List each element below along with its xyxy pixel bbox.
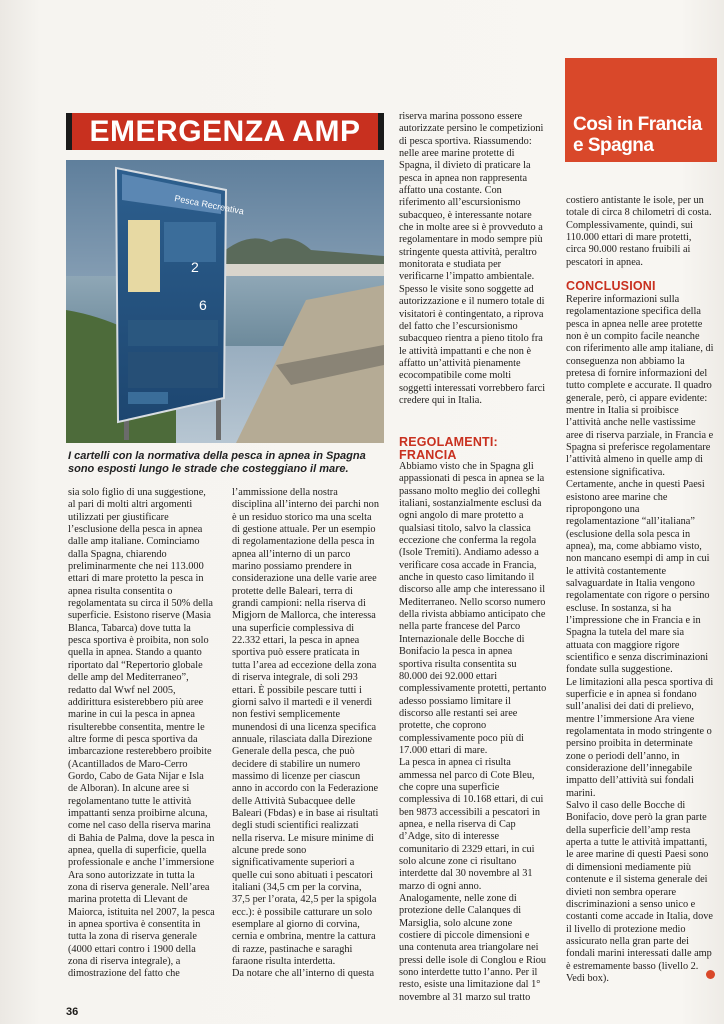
column-3-bottom-text: Abbiamo visto che in Spagna gli appassionati di pesca in apnea se la passano molto meglio dei colleghi italiani, sostanzialmente esclusi da ogni angolo di mare protetto a qualsiasi titolo, salvo la classica eccezione che conferma la regola (Isole Tremiti). Andiamo adesso a verificare cosa accade in Francia, anche in questo caso limitando il discorso alle amp che interessano il Mediterraneo. Nello scorso numero della rivista abbiamo anticipato che nella parte francese del Parco Internazionale delle Bocche di Bonifacio la pesca in apnea sportiva risulta consentita su 80.000 dei 92.000 ettari complessivamente protetti, pertanto adesso possiamo limitare il discorso alle restanti sei aree protette, che coprono complessivamente poco più di 17.000 ettari di mare. La pesca in apnea ci risulta ammessa nel parco di Cote Bleu, che copre una superficie complessiva di 10.168 ettari, di cui ben 9873 accessibili a pescatori in apnea, e nella riserva di Cap d’Adge, sito di interesse comunitario di 2329 ettari, in cui solo alcune zone ci risultano interdette dal 30 novembre al 31 marzo di ogni anno. Analogamente, nelle zone di protezione delle Calanques di Marsiglia, solo alcune zone costiere di piccole dimensioni e una contenuta area triangolare nei pressi delle isole di Conglou e Riou sono interdette tutto l’anno. Per il resto, esiste una limitazione dal 1° novembre al 31 marzo sul tratto: [399, 461, 547, 1003]
sign-header: Pesca Recreativa: [173, 193, 245, 217]
article-banner: [66, 113, 384, 150]
sign-table: [128, 220, 160, 292]
section-heading-conclusioni: CONCLUSIONI: [566, 279, 656, 293]
photo-illustration: [66, 160, 384, 443]
section-heading-francia: REGOLAMENTI: FRANCIA: [399, 435, 498, 462]
column-1-text: sia solo figlio di una suggestione, al pari di molti altri argomenti utilizzati per giustificare l’esclusione della pesca in apnea dalle amp italiane. Cominciamo dalla Spagna, chiarendo preliminarmente che nei 113.000 ettari di mare protetto la pesca in apnea risulta consentita o regolamentata su circa il 50% della superficie. Esistono riserve (Masia Blanca, Tabarca) dove tutta la pesca sportiva è proibita, non solo quella in apnea. Stando a quanto riportato dal “Repertorio globale delle amp del Mediterraneo”, redatto dal Wwf nel 2005, addirittura esisterebbero più aree marine in cui la pesca in apnea risulterebbe consentita, mentre le altre forme di pesca sportiva da imbarcazione resterebbero proibite (Acantillados de Maro-Cerro Gordo, Cabo de Gata Nijar e Isla de Alboran). In alcune aree si regolamentano tutte le attività impattanti senza proibirne alcuna, come nel caso della riserva marina di Bahia de Palma, dove la pesca in apnea, quella di superficie, quella professionale e anche l’immersione Ara sono autorizzate in tutta la zona di riserva generale. Nell’area marina protetta di Llevant de Maiorca, istituita nel 2007, la pesca in apnea sportiva è consentita in tutta la zona di riserva generale (4000 ettari contro i 1900 della zona di riserva integrale), a dimostrazione del fatto che: [68, 487, 215, 980]
photo-caption: I cartelli con la normativa della pesca in apnea in Spagna sono esposti lungo le strade che costeggiano il mare.: [68, 450, 366, 475]
section-tab-label: Così in Francia e Spagna: [573, 114, 702, 156]
sign-number-2: 2: [191, 259, 199, 275]
article-banner-title: EMERGENZA AMP: [89, 114, 361, 148]
village: [216, 264, 384, 276]
column-2-text: l’ammissione della nostra disciplina all’interno dei parchi non è un residuo storico ma una scelta di gestione attuale. Per un esempio di regolamentazione della pesca in apnea all’interno di un parco marino possiamo prendere in considerazione una delle varie aree protette delle Baleari, terra di grandi campioni: nella riserva di Migjorn de Mallorca, che interessa una superficie complessiva di 22.332 ettari, la pesca in apnea sportiva può essere praticata in tutta l’area ad eccezione della zona di riserva integrale, di soli 293 ettari. È possibile pescare tutti i giorni salvo il martedì e il venerdì non festivi semplicemente munendosi di una licenza specifica annuale, rilasciata dalla Direzione Generale della pesca, che può decidere di stabilire un numero massimo di licenze per ciascun anno in accordo con la Federazione delle Attività Subacquee delle Baleari (Fbdas) e in base ai risultati degli studi scientifici realizzati nella riserva. Le misure minime di alcune prede sono significativamente superiori a quelle cui sono abituati i pescatori italiani (34,5 cm per la corvina, 37,5 per l’orata, 42,5 per la spigola ecc.): è possibile catturare un solo esemplare al giorno di corvina, cernia e ombrina, mentre la cattura di razze, pastinache e saraghi faraone risulta interdetta. Da notare che all’interno di questa: [232, 487, 379, 980]
sign-section: [128, 352, 218, 388]
column-4-bottom-text: Reperire informazioni sulla regolamentazione specifica della pesca in apnea nelle aree protette non è un compito facile neanche con riferimento alle amp italiane, di conseguenza non abbiamo la pretesa di fornire informazioni del tutto complete e accurate. Il quadro generale, però, ci appare evidente: mentre in Italia si proibisce l’attività anche nelle vastissime aree di riserva parziale, in Francia e Spagna si preferisce regolamentare l’attività almeno in quelle amp di estensione significativa. Certamente, anche in questi Paesi esistono aree marine che ripropongono una regolamentazione “all’italiana” (esclusione della sola pesca in apnea), ma, come abbiamo visto, non mancano esempi di amp in cui le attività costantemente salvaguardate in Italia vengono regolamentate con rigore o persino escluse. In sostanza, si ha l’impressione che in Francia e in Spagna la tutela del mare sia attuata con maggiore rigore scientifico e senza discriminazioni fondate sulla suggestione. Le limitazioni alla pesca sportiva di superficie e in apnea si fondano sull’analisi dei dati di prelievo, mentre l’immersione Ara viene regolamentata in modo stringente o persino proibita in determinate zone o periodi dell’anno, in considerazione dell’innegabile impatto dell’attività sui fondali marini. Salvo il caso delle Bocche di Bonifacio, dove però la gran parte della superficie dell’amp resta aperta a tutte le attività impattanti, le aree marine di questi Paesi sono di dimensioni mediamente più contenute e il sistema generale dei divieti non sembra operare discriminazioni a senso unico e costanti come accade in Italia, dove il livello di protezione medio assicurato nella gran parte dei fondali marini interessati dalle amp è estremamente basso (livello 2. Vedi box).: [566, 294, 714, 984]
sign-number-6: 6: [199, 297, 207, 313]
column-4-top-text: costiero antistante le isole, per un totale di circa 8 chilometri di costa. Complessivamente, quindi, sui 110.000 ettari di mare protetti, circa 90.000 restano fruibili ai pescatori in apnea.: [566, 195, 712, 268]
sign-footer: [128, 392, 168, 404]
sign-section: [128, 320, 218, 346]
section-tab: [565, 58, 717, 162]
column-3-top-text: riserva marina possono essere autorizzate persino le competizioni di pesca sportiva. Riassumendo: nelle aree marine protette di Spagna, il divieto di praticare la pesca in apnea non rappresenta affatto una costante. Con riferimento all’escursionismo subacqueo, è interessante notare che in molte aree si è provveduto a regolamentare in modo sempre più stringente questa attività, peraltro monitorata e studiata per verificarne l’impatto ambientale. Spesso le visite sono soggette ad autorizzazione e il numero totale di visitatori è contingentato, a riprova del fatto che l’escursionismo subacqueo rientra a pieno titolo fra le attività impattanti e che non è affatto un’attività pienamente ecocompatibile come molti soggetti interessati vorrebbero farci credere qui in Italia.: [399, 111, 546, 406]
sign-section: [164, 222, 216, 262]
page-number: 36: [66, 1006, 79, 1018]
end-of-article-dot: [706, 970, 715, 979]
article-photo: [66, 160, 384, 443]
